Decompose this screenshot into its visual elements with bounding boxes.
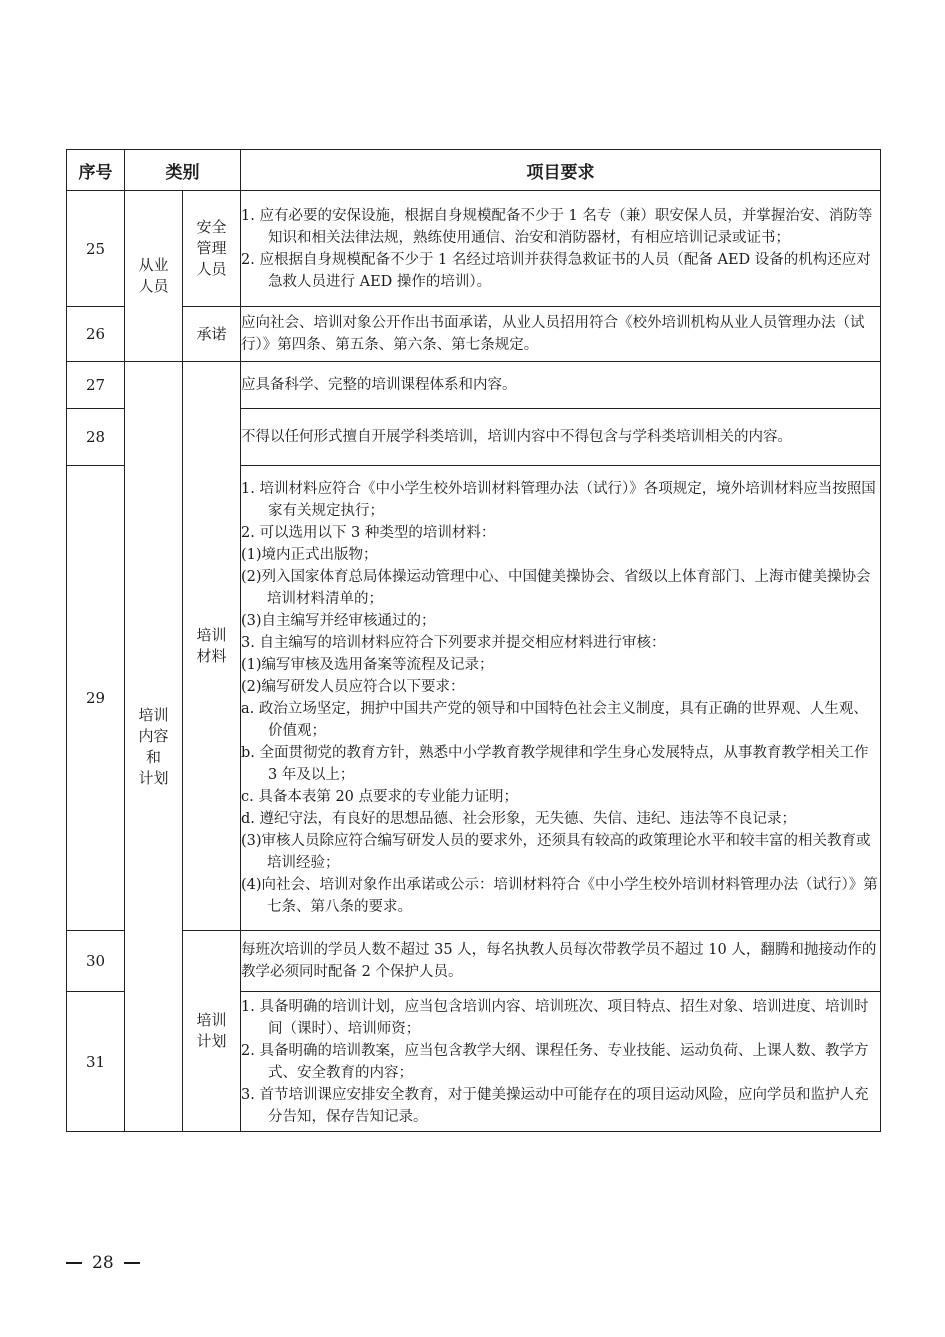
dash-right — [124, 1262, 140, 1264]
row-number: 26 — [67, 307, 125, 362]
table-row — [67, 362, 881, 409]
group-training-content-plan: 培训 内容 和 计划 — [125, 362, 183, 1132]
subcategory-training-materials: 培训 材料 — [183, 362, 241, 931]
requirement-cell: 1. 具备明确的培训计划，应当包含培训内容、培训班次、项目特点、招生对象、培训进度、培训时间（课时）、培训师资； 2. 具备明确的培训教案，应当包含教学大纲、课程任务、专业技能、运动负荷、上课人数、教学方式、安全教育的内容； 3. 首节培训课应安排安全教育，对于健美操运动中可能存在的项目运动风险，应向学员和监护人充分告知，保存告知记录。 — [241, 992, 881, 1132]
table-row — [67, 931, 881, 992]
requirement-cell: 1. 培训材料应符合《中小学生校外培训材料管理办法（试行）》各项规定，境外培训材料应当按照国家有关规定执行； 2. 可以选用以下 3 种类型的培训材料： (1)境内正式出版物； (2)列入国家体育总局体操运动管理中心、中国健美操协会、省级以上体育部门、上海市健美操协会培训材料清单的； (3)自主编写并经审核通过的； 3. 自主编写的培训材料应符合下列要求并提交相应材料进行审核： (1)编写审核及选用备案等流程及记录； (2)编写研发人员应符合以下要求： a. 政治立场坚定，拥护中国共产党的领导和中国特色社会主义制度，具有正确的世界观、人生观、价值观； b. 全面贯彻党的教育方针，熟悉中小学教育教学规律和学生身心发展特点，从事教育教学相关工作 3 年及以上； c. 具备本表第 20 点要求的专业能力证明； d. 遵纪守法，有良好的思想品德、社会形象，无失德、失信、违纪、违法等不良记录； (3)审核人员除应符合编写研发人员的要求外，还须具有较高的政策理论水平和较丰富的相关教育或培训经验； (4)向社会、培训对象作出承诺或公示：培训材料符合《中小学生校外培训材料管理办法（试行）》第七条、第八条的要求。 — [241, 466, 881, 931]
row-number: 25 — [67, 191, 125, 307]
requirement-cell: 应具备科学、完整的培训课程体系和内容。 — [241, 362, 881, 409]
row-number: 31 — [67, 992, 125, 1132]
header-category: 类别 — [125, 150, 241, 191]
subcategory-commitment: 承诺 — [183, 307, 241, 362]
subcategory-security-staff: 安全 管理 人员 — [183, 191, 241, 307]
requirement-cell: 每班次培训的学员人数不超过 35 人，每名执教人员每次带教学员不超过 10 人，翻腾和抛接动作的教学必须同时配备 2 个保护人员。 — [241, 931, 881, 992]
row-number: 27 — [67, 362, 125, 409]
row-number: 29 — [67, 466, 125, 931]
row-number: 30 — [67, 931, 125, 992]
page-number: 28 — [92, 1253, 114, 1273]
row-number: 28 — [67, 409, 125, 466]
page-footer — [66, 1253, 140, 1273]
group-staff: 从业 人员 — [125, 191, 183, 362]
table-header-row — [67, 150, 881, 191]
requirements-table — [66, 149, 881, 1132]
requirement-cell: 不得以任何形式擅自开展学科类培训，培训内容中不得包含与学科类培训相关的内容。 — [241, 409, 881, 466]
subcategory-training-plan: 培训 计划 — [183, 931, 241, 1132]
requirement-cell: 应向社会、培训对象公开作出书面承诺，从业人员招用符合《校外培训机构从业人员管理办法（试行）》第四条、第五条、第六条、第七条规定。 — [241, 307, 881, 362]
dash-left — [66, 1262, 82, 1264]
header-requirement: 项目要求 — [241, 150, 881, 191]
header-no: 序号 — [67, 150, 125, 191]
table-row — [67, 307, 881, 362]
requirement-cell: 1. 应有必要的安保设施，根据自身规模配备不少于 1 名专（兼）职安保人员，并掌握治安、消防等知识和相关法律法规，熟练使用通信、治安和消防器材，有相应培训记录或证书； 2. 应根据自身规模配备不少于 1 名经过培训并获得急救证书的人员（配备 AED 设备的机构还应对急救人员进行 AED 操作的培训）。 — [241, 191, 881, 307]
table-row — [67, 191, 881, 307]
